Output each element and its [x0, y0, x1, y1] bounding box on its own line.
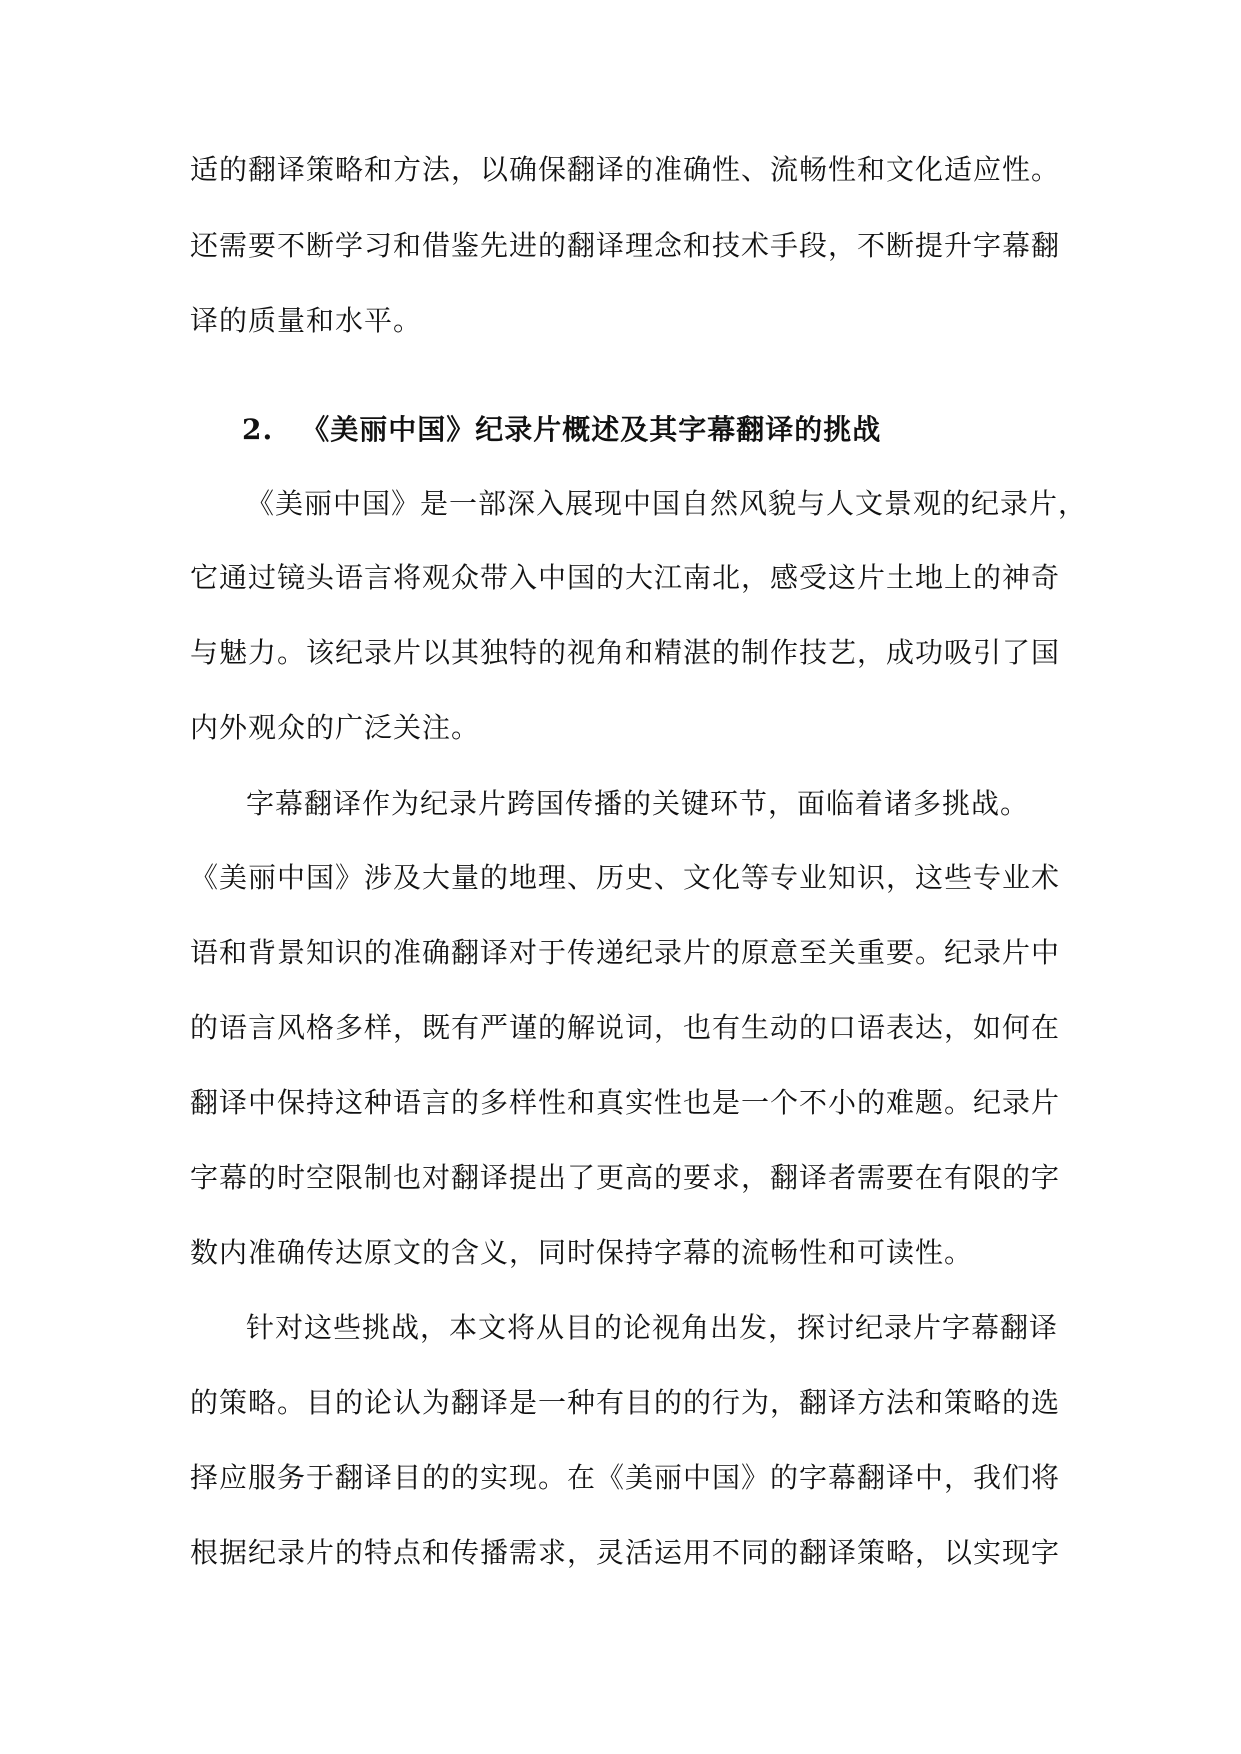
body-text-line: 适的翻译策略和方法，以确保翻译的准确性、流畅性和文化适应性。 — [190, 153, 1061, 186]
body-text-line: 语和背景知识的准确翻译对于传递纪录片的原意至关重要。纪录片中 — [190, 936, 1061, 969]
body-text-line: 译的质量和水平。 — [190, 304, 423, 337]
body-text-line: 内外观众的广泛关注。 — [190, 711, 481, 744]
paragraph-first-line: 针对这些挑战，本文将从目的论视角出发，探讨纪录片字幕翻译 — [246, 1311, 1059, 1344]
body-text-line: 它通过镜头语言将观众带入中国的大江南北，感受这片土地上的神奇 — [190, 561, 1061, 594]
section-number: 2. — [242, 413, 274, 446]
body-text-line: 的策略。目的论认为翻译是一种有目的的行为，翻译方法和策略的选 — [190, 1386, 1061, 1419]
body-text-line: 字幕的时空限制也对翻译提出了更高的要求，翻译者需要在有限的字 — [190, 1161, 1061, 1194]
body-text-line: 择应服务于翻译目的的实现。在《美丽中国》的字幕翻译中，我们将 — [190, 1461, 1061, 1494]
section-heading — [242, 410, 881, 450]
body-text-line: 还需要不断学习和借鉴先进的翻译理念和技术手段，不断提升字幕翻 — [190, 229, 1061, 262]
body-text-line: 翻译中保持这种语言的多样性和真实性也是一个不小的难题。纪录片 — [190, 1086, 1061, 1119]
body-text-line: 数内准确传达原文的含义，同时保持字幕的流畅性和可读性。 — [190, 1236, 974, 1269]
body-text-line: 的语言风格多样，既有严谨的解说词，也有生动的口语表达，如何在 — [190, 1011, 1061, 1044]
body-text-line: 《美丽中国》涉及大量的地理、历史、文化等专业知识，这些专业术 — [190, 861, 1061, 894]
body-text-line: 根据纪录片的特点和传播需求，灵活运用不同的翻译策略，以实现字 — [190, 1536, 1061, 1569]
paragraph-first-line: 《美丽中国》是一部深入展现中国自然风貌与人文景观的纪录片， — [246, 487, 1088, 520]
body-text-line: 与魅力。该纪录片以其独特的视角和精湛的制作技艺，成功吸引了国 — [190, 636, 1061, 669]
section-title: 《美丽中国》纪录片概述及其字幕翻译的挑战 — [301, 413, 882, 446]
paragraph-first-line: 字幕翻译作为纪录片跨国传播的关键环节，面临着诸多挑战。 — [246, 787, 1030, 820]
